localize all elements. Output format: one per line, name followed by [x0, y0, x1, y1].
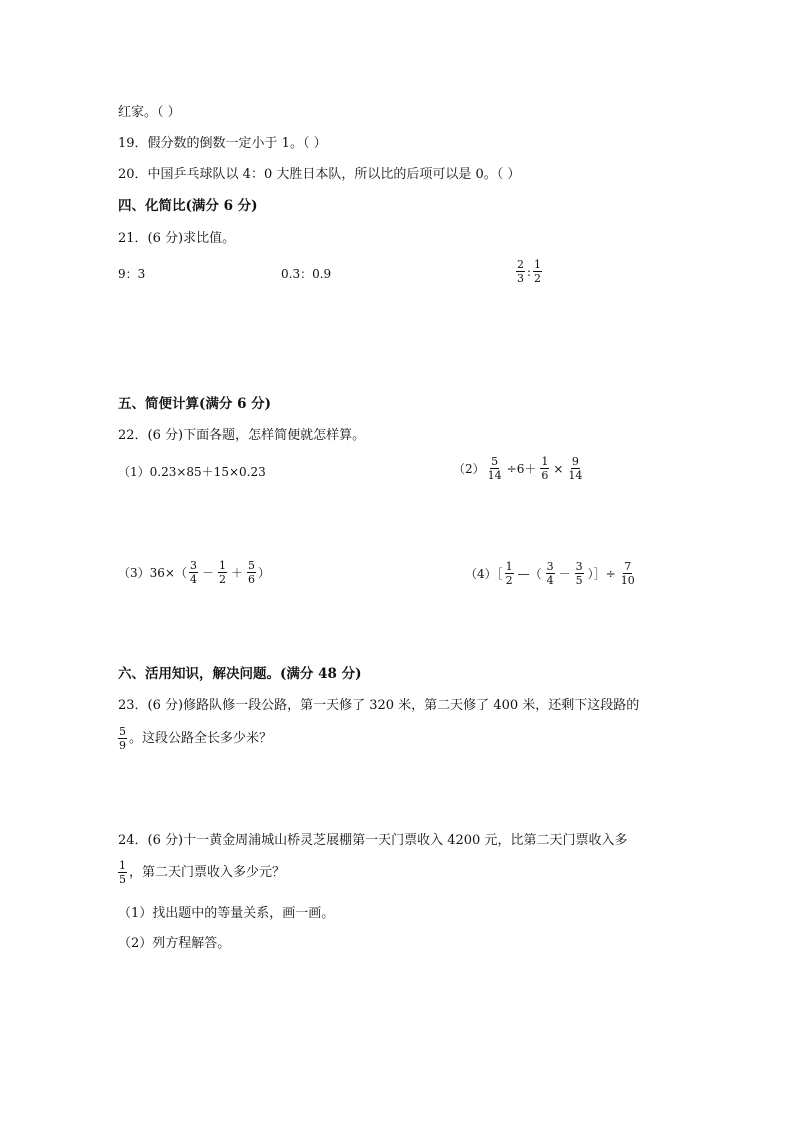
section-5-heading: 五、简便计算(满分 6 分)	[118, 396, 272, 412]
q18-tail: 红家。（ ）	[118, 105, 181, 120]
section-4-heading: 四、化简比(满分 6 分)	[118, 198, 258, 214]
q23-line-1: 23．(6 分)修路队修一段公路，第一天修了 320 米，第二天修了 400 米，还剩下这段路的	[118, 698, 640, 713]
q19: 19．假分数的倒数一定小于 1。（ ）	[118, 136, 327, 151]
q20: 20．中国乒乓球队以 4：0 大胜日本队，所以比的后项可以是 0。（ ）	[118, 167, 521, 182]
q22: 22．(6 分)下面各题，怎样简便就怎样算。	[118, 428, 366, 443]
q22-part-2: （2） $\frac{5}{14}$ ÷6＋ $\frac{1}{6}$ × $\frac{9}{14}$	[453, 455, 583, 482]
q21-ratio-a: 9：3	[118, 267, 146, 281]
q24-line-2: $\frac{1}{5}$ ，第二天门票收入多少元？	[119, 859, 286, 886]
q21-ratio-b: 0.3：0.9	[281, 267, 332, 281]
q23-line-2: $\frac{5}{9}$ 。这段公路全长多少米？	[119, 725, 273, 752]
fraction: $\frac{2}{3}$	[517, 258, 524, 285]
q21-ratio-c: $\frac{2}{3}$ : $\frac{1}{2}$	[517, 258, 542, 285]
section-6-heading: 六、活用知识，解决问题。(满分 48 分)	[118, 666, 362, 682]
q24-sub-1: （1）找出题中的等量关系，画一画。	[118, 906, 335, 921]
q22-part-4: （4）［ $\frac{1}{2}$ —（ $\frac{3}{4}$ － $\frac{3}{5}$ ）］÷ $\frac{7}{10}$	[465, 560, 635, 587]
q22-part-3: （3）36×（ $\frac{3}{4}$ － $\frac{1}{2}$ ＋ $\frac{5}{6}$ ）	[118, 559, 271, 586]
q21: 21．(6 分)求比值。	[118, 231, 236, 246]
fraction: $\frac{1}{2}$	[534, 258, 542, 285]
q22-part-1: （1）0.23×85＋15×0.23	[118, 465, 266, 479]
q24-line-1: 24．(6 分)十一黄金周浦城山桥灵芝展棚第一天门票收入 4200 元，比第二天门票收入多	[118, 833, 628, 848]
q24-sub-2: （2）列方程解答。	[118, 936, 231, 951]
